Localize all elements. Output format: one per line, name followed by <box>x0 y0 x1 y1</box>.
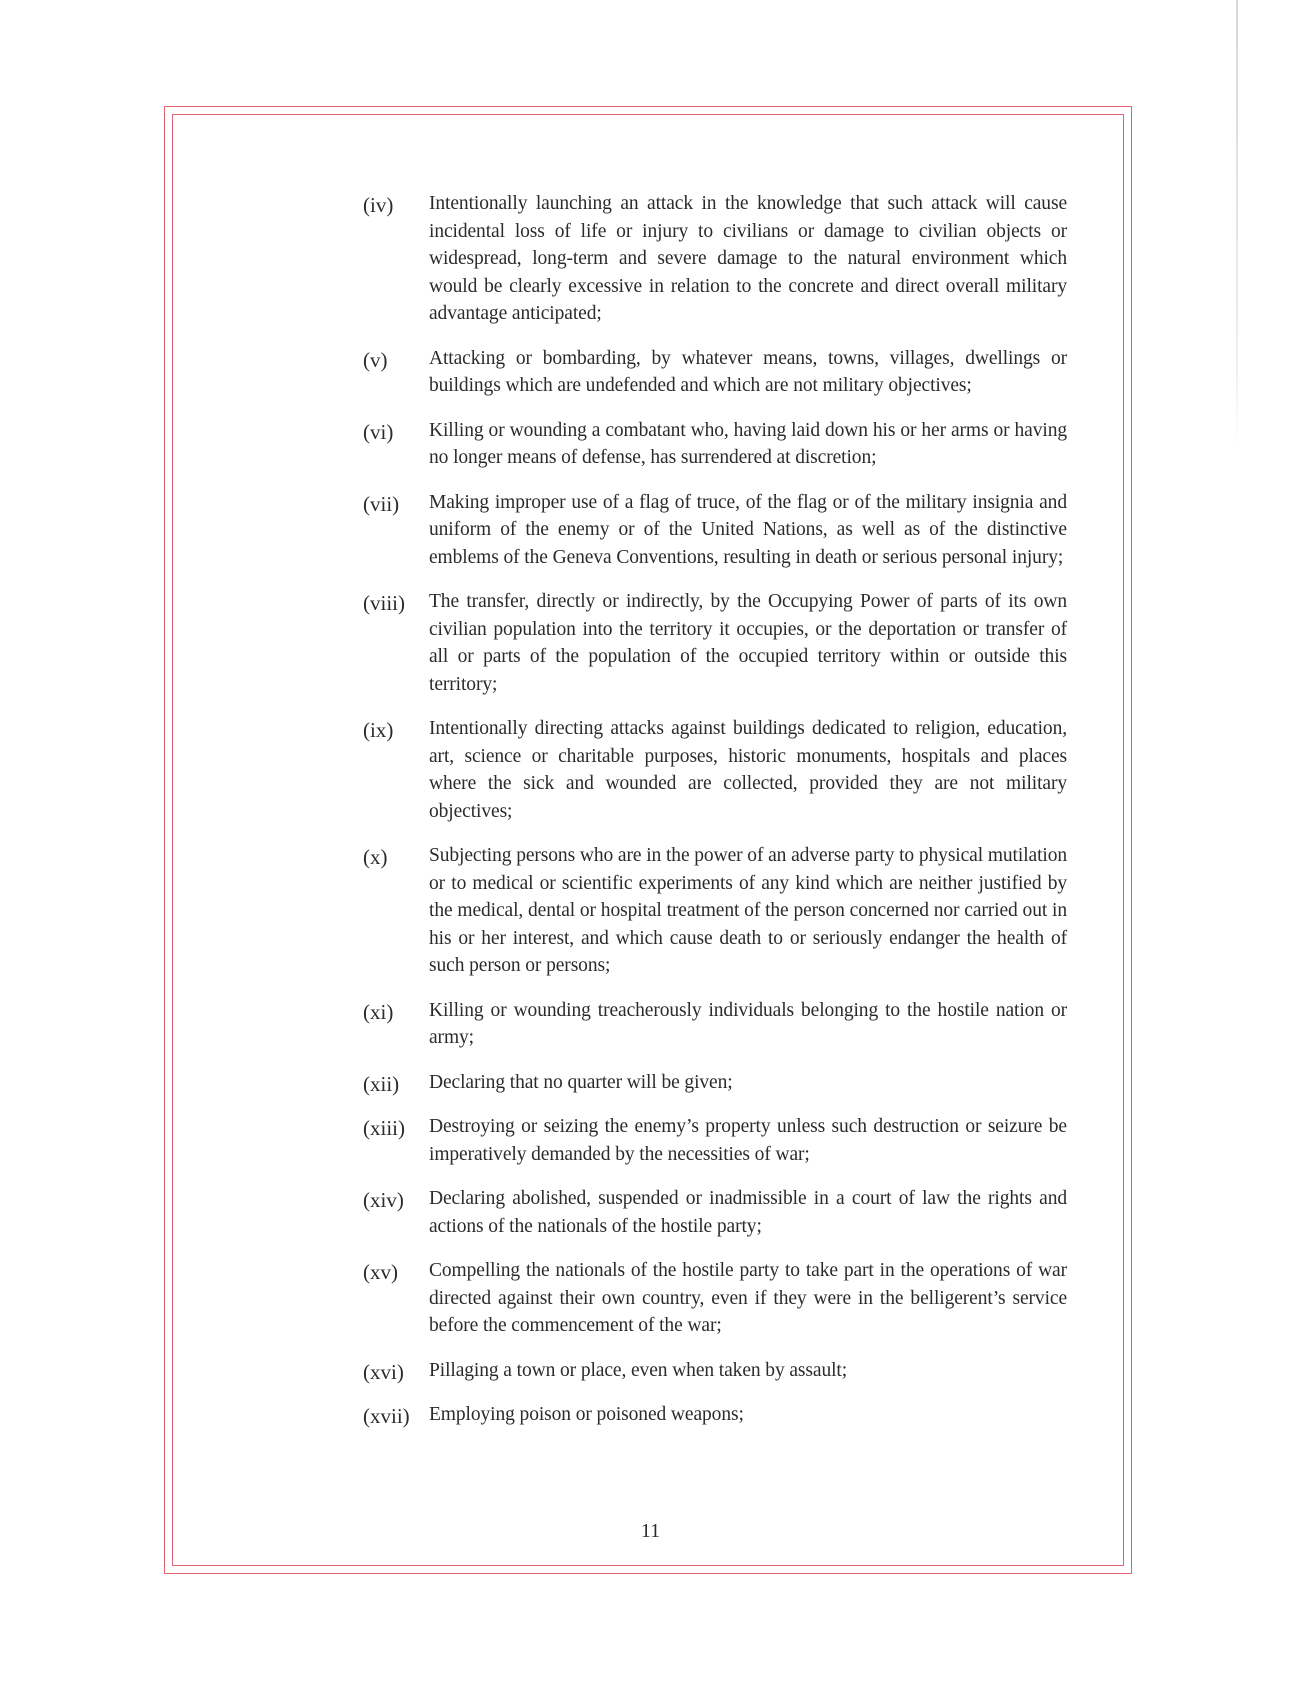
item-number: (vii) <box>363 491 400 516</box>
item-number: (xii) <box>363 1071 400 1096</box>
list-item <box>363 190 1067 328</box>
list-item <box>363 842 1067 980</box>
item-text: Employing poison or poisoned weapons; <box>429 1404 744 1425</box>
item-text: Subjecting persons who are in the power of an adverse party to physical mutilation or to medical or scientific experiments of any kind which are neither justified by the medical, dental or hospital treatment of the person concerned nor carried out in his or her interest, and which cause death to or seriously endanger the health of such person or persons; <box>429 845 1067 976</box>
list-item <box>363 1185 1067 1240</box>
item-text: Intentionally directing attacks against buildings dedicated to religion, education, art, science or charitable purposes, historic monuments, hospitals and places where the sick and wounded are collected, provided they are not military objectives; <box>429 718 1067 822</box>
item-text: Attacking or bombarding, by whatever means, towns, villages, dwellings or buildings which are undefended and which are not military objectives; <box>429 347 1067 396</box>
scan-page-edge <box>1236 0 1238 450</box>
item-number: (xiv) <box>363 1188 404 1212</box>
item-number: (ix) <box>363 718 394 742</box>
item-number: (xiii) <box>363 1116 405 1140</box>
item-number: (x) <box>363 845 388 869</box>
item-text: Pillaging a town or place, even when taken by assault; <box>429 1359 848 1381</box>
item-text: Killing or wounding a combatant who, having laid down his or her arms or having no longer means of defense, has surrendered at discretion; <box>429 419 1067 468</box>
list-item <box>363 1069 1067 1097</box>
item-text: Intentionally launching an attack in the knowledge that such attack will cause incidental loss of life or injury to civilians or damage to civilian objects or widespread, long-term and severe damage to the natural environment which would be clearly excessive in relation to the concrete and direct overall military advantage anticipated; <box>429 193 1067 324</box>
item-number: (xvii) <box>363 1404 410 1428</box>
item-number: (xv) <box>363 1260 398 1284</box>
item-number: (v) <box>363 347 388 372</box>
item-text: Destroying or seizing the enemy’s property unless such destruction or seizure be imperatively demanded by the necessities of war; <box>429 1116 1067 1165</box>
item-text: Declaring that no quarter will be given; <box>429 1071 733 1093</box>
list-item <box>363 489 1067 572</box>
page-number: 11 <box>640 1520 661 1542</box>
list-item <box>363 715 1067 825</box>
item-number: (vi) <box>363 419 394 444</box>
list-item <box>363 1113 1067 1168</box>
list-item <box>363 417 1067 472</box>
list-item <box>363 997 1067 1052</box>
list-item <box>363 1401 1067 1429</box>
document-body <box>363 190 1067 1446</box>
item-text: Declaring abolished, suspended or inadmissible in a court of law the rights and actions of the nationals of the hostile party; <box>429 1188 1067 1237</box>
item-text: Compelling the nationals of the hostile party to take part in the operations of war directed against their own country, even if they were in the belligerent’s service before the commencement of the war; <box>429 1260 1067 1336</box>
item-number: (xi) <box>363 999 394 1024</box>
list-item <box>363 345 1067 400</box>
list-item <box>363 588 1067 698</box>
list-item <box>363 1357 1067 1385</box>
list-item <box>363 1257 1067 1340</box>
item-number: (iv) <box>363 193 394 217</box>
item-number: (xvi) <box>363 1359 404 1384</box>
item-text: Making improper use of a flag of truce, of the flag or of the military insignia and uniform of the enemy or of the United Nations, as well as of the distinctive emblems of the Geneva Conventions, resulting in death or serious personal injury; <box>429 491 1067 568</box>
item-text: Killing or wounding treacherously individuals belonging to the hostile nation or army; <box>429 999 1067 1048</box>
item-text: The transfer, directly or indirectly, by the Occupying Power of parts of its own civilian population into the territory it occupies, or the deportation or transfer of all or parts of the population of the occupied territory within or outside this territory; <box>429 591 1067 695</box>
item-number: (viii) <box>363 591 405 615</box>
